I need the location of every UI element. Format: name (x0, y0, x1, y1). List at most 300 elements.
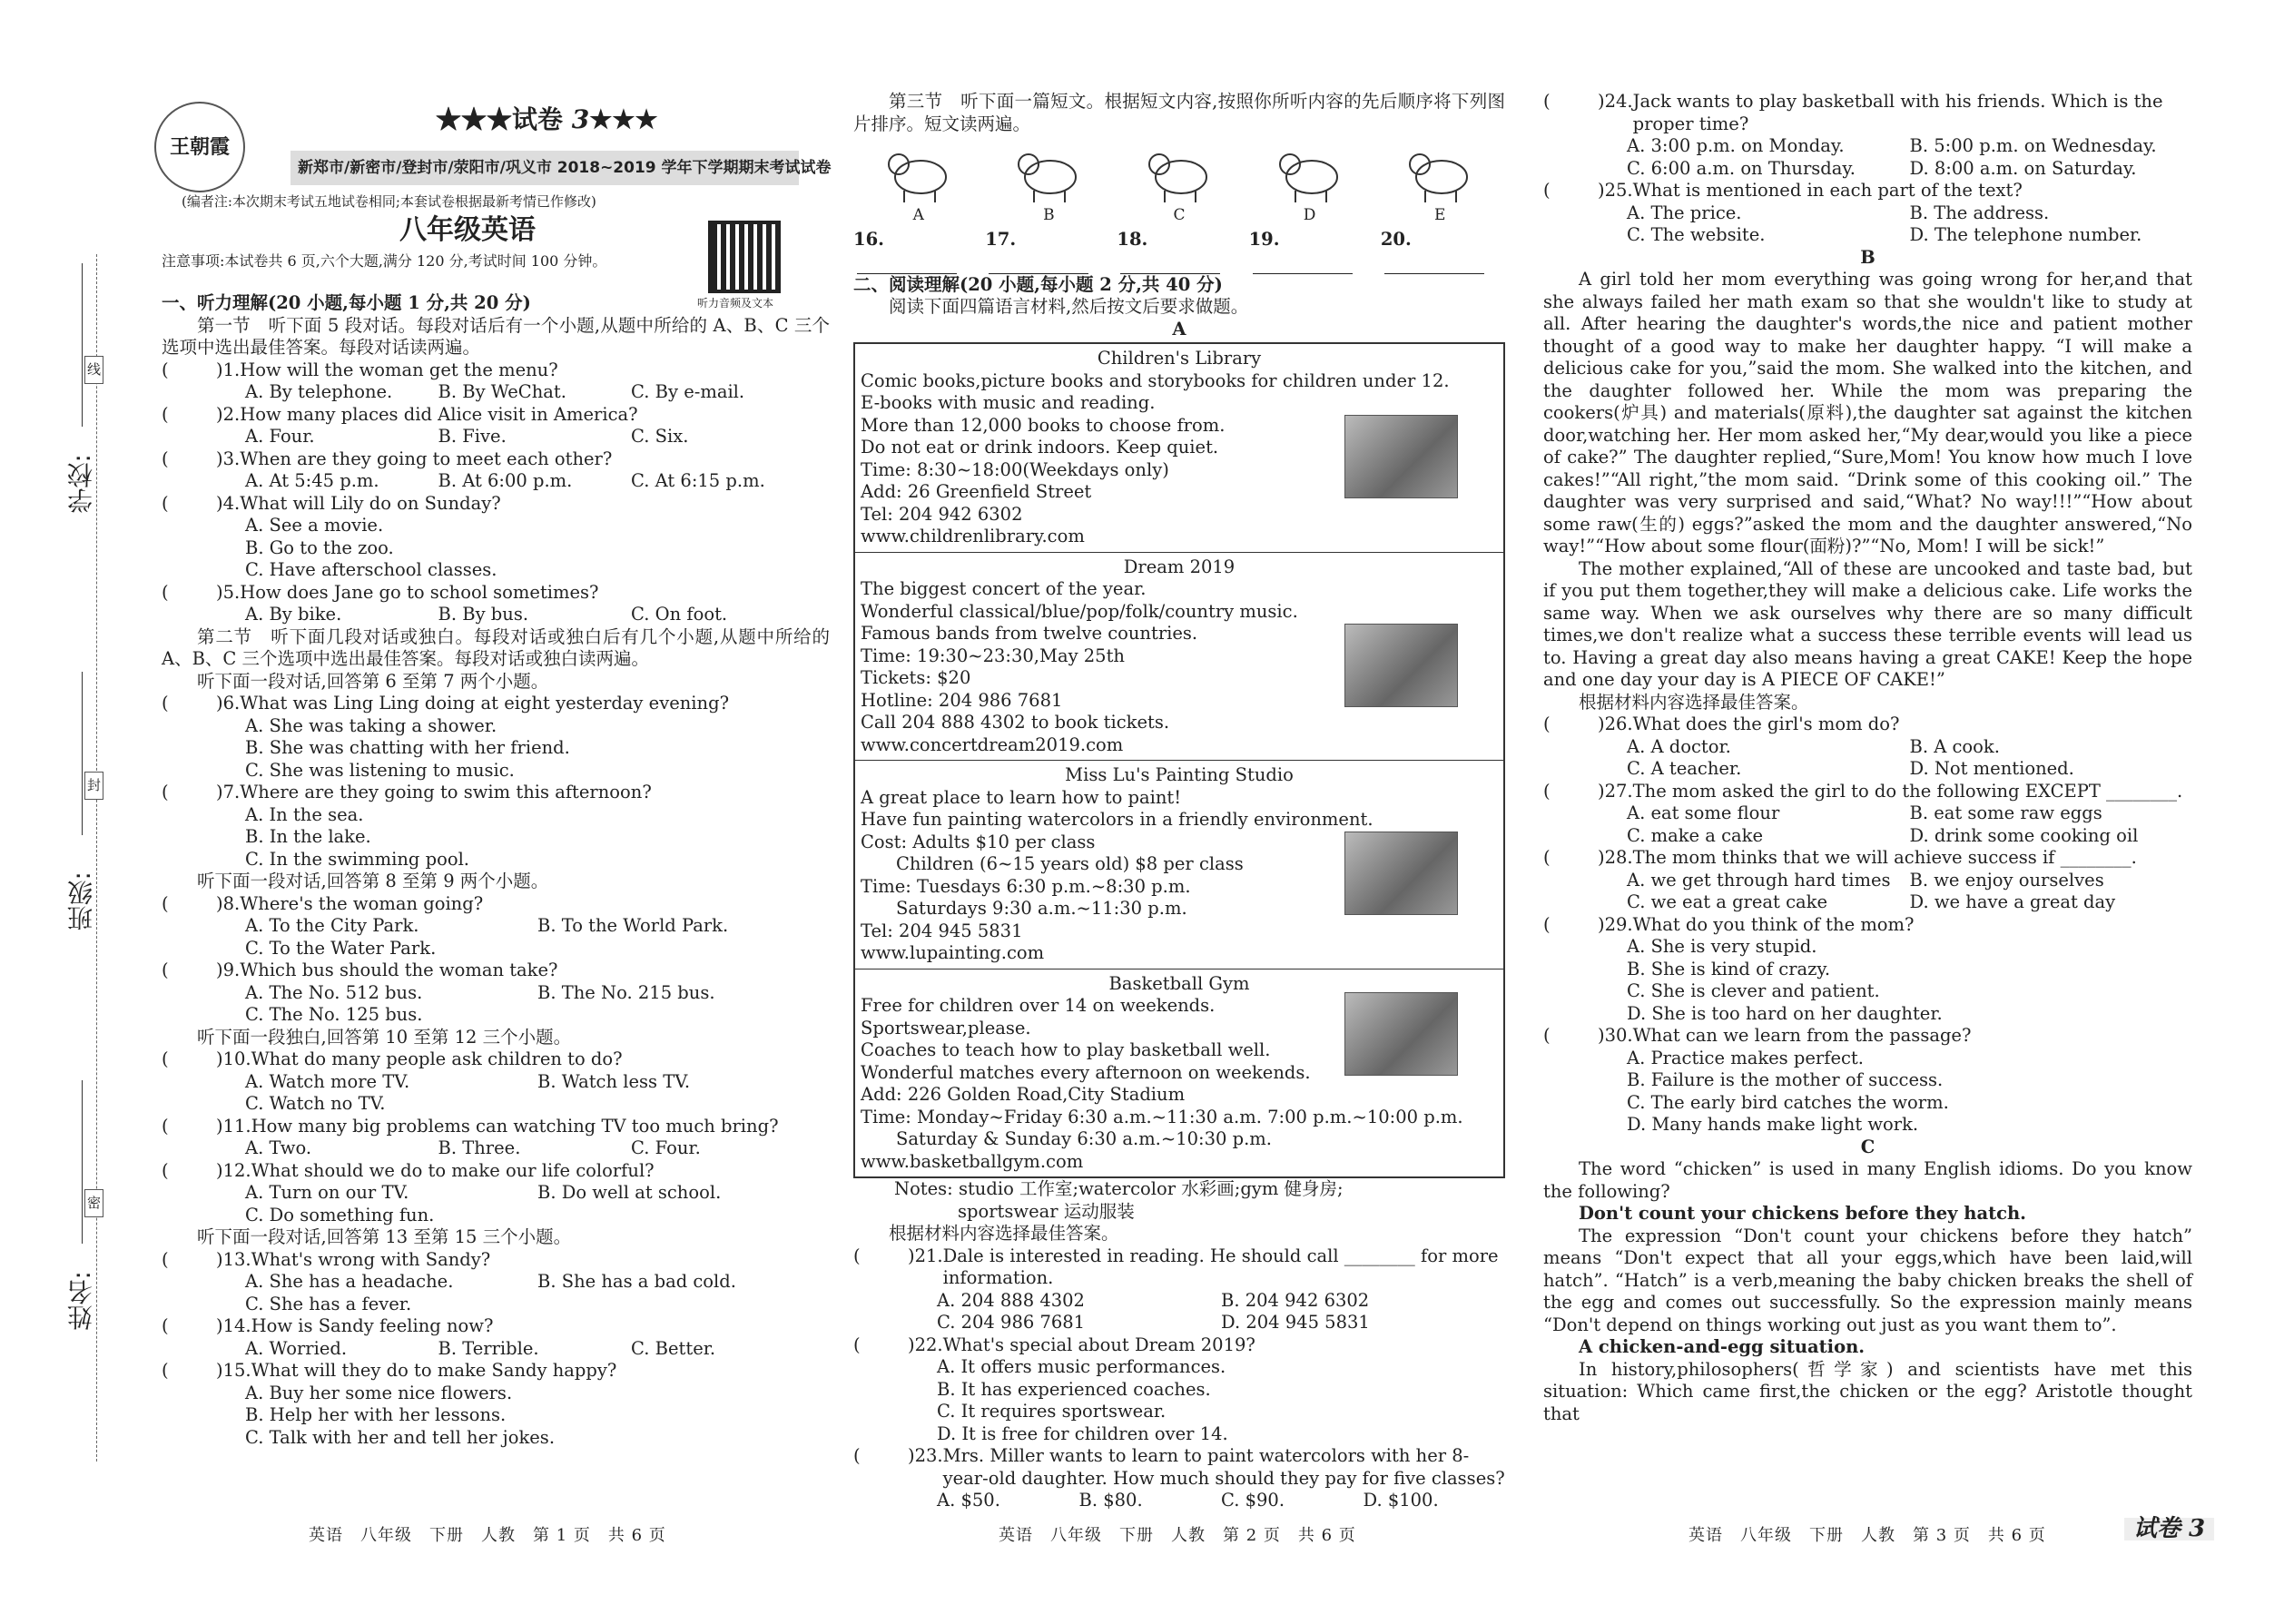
advert-line: Saturdays 9:30 a.m.~11:30 p.m. (861, 898, 1187, 919)
question-stem: How is Sandy feeling now? (251, 1315, 494, 1336)
answer-option: B. Failure is the mother of success. (1627, 1069, 1944, 1090)
school-line (82, 263, 83, 427)
answer-option: A. Turn on our TV. (245, 1182, 409, 1203)
picture-label: E (1433, 206, 1446, 224)
answer-option: A. By bike. (245, 604, 342, 625)
advert-line: Time: 8:30~18:00(Weekdays only) (861, 458, 1169, 480)
passage-c-p2: The expression “Don't count your chickens before they hatch” means “Don't expect that all your eggs,which have been laid,will hatch”. “Hatch” is a verb,meaning the baby chicken breaks the shell of the egg and comes out successfully. So the expression mainly means “Don't depend on things working out just as you want them to”. (1543, 1225, 2192, 1335)
class-label: 班级: (66, 871, 96, 931)
question-item (162, 960, 830, 1027)
advert-title: Children's Library (1097, 348, 1262, 369)
answer-bracket[interactable]: ( (1543, 714, 1551, 734)
answer-option: A. In the sea. (245, 803, 364, 825)
picture-b (989, 141, 1108, 227)
question-number: )2. (216, 403, 241, 425)
class-line (82, 672, 83, 835)
answer-option: C. Four. (631, 1137, 701, 1158)
question-item (1543, 180, 2192, 247)
question-item (162, 693, 830, 782)
question-stem: What's wrong with Sandy? (251, 1248, 491, 1270)
advert-line: More than 12,000 books to choose from. (861, 414, 1226, 436)
answer-bracket[interactable]: ( (162, 1048, 169, 1069)
answer-option: B. eat some raw eggs (1909, 802, 2102, 823)
tiger-icon (882, 141, 955, 204)
part-1-instructions: 第一节 听下面 5 段对话。每段对话后有一个小题,从题中所给的 A、B、C 三个选项中选出最佳答案。每段对话读两遍。 (162, 314, 830, 358)
panda-icon (1274, 141, 1346, 204)
advert-line: Comic books,picture books and storybooks for children under 12. (861, 369, 1450, 391)
answer-blanks (853, 229, 1505, 274)
answer-option: B. At 6:00 p.m. (438, 470, 573, 491)
question-item (1543, 914, 2192, 1026)
answer-option: C. At 6:15 p.m. (631, 470, 765, 491)
exam-title: 新郑市/新密市/登封市/荥阳市/巩义市 2018~2019 学年下学期期末考试试卷 (290, 151, 799, 185)
answer-blank[interactable]: 16. (853, 229, 978, 274)
answer-option: A. 3:00 p.m. on Monday. (1627, 135, 1845, 156)
question-stem: What will they do to make Sandy happy? (251, 1360, 617, 1381)
question-number: )8. (216, 892, 241, 914)
answer-option: D. $100. (1363, 1490, 1439, 1511)
answer-option: A. Four. (245, 426, 315, 447)
answer-option: C. Do something fun. (245, 1204, 435, 1225)
answer-option: A. She has a headache. (245, 1271, 454, 1292)
answer-option: D. She is too hard on her daughter. (1627, 1002, 1943, 1024)
answer-option: C. The early bird catches the worm. (1627, 1091, 1949, 1113)
answer-option: B. we enjoy ourselves (1909, 869, 2104, 891)
advert-photo (1344, 992, 1458, 1076)
idiom-heading: Don't count your chickens before they hatch. (1579, 1203, 2026, 1224)
advert-line: Wonderful matches every afternoon on weekends. (861, 1061, 1311, 1083)
answer-option: D. The telephone number. (1909, 224, 2142, 245)
question-instruction: 根据材料内容选择最佳答案。 (889, 1223, 1119, 1244)
footer-page-2: 英语 八年级 下册 人教 第 2 页 共 6 页 (999, 1526, 1356, 1545)
answer-blank[interactable]: 20. (1381, 229, 1505, 274)
answer-option: B. She has a bad cold. (537, 1271, 736, 1292)
question-item (162, 1249, 830, 1316)
advert-line: Have fun painting watercolors in a friendly environment. (861, 809, 1373, 830)
question-item (162, 1360, 830, 1449)
binding-margin (0, 0, 162, 1624)
editor-note: (编者注:本次期末考试五地试卷相同;本套试卷根据最新考情已作修改) (182, 193, 596, 210)
question-number: )21. (908, 1245, 943, 1266)
answer-option: A. To the City Park. (245, 915, 419, 936)
question-number: )1. (216, 359, 241, 380)
advert-line: www.concertdream2019.com (861, 733, 1124, 755)
answer-option: D. drink some cooking oil (1909, 824, 2139, 846)
question-item (1543, 781, 2192, 848)
question-number: )29. (1598, 913, 1633, 935)
advert-2 (855, 553, 1503, 762)
answer-bracket[interactable]: ( (1543, 1025, 1551, 1046)
question-stem: The mom thinks that we will achieve success if ________. (1632, 847, 2137, 868)
answer-bracket[interactable]: ( (853, 1445, 861, 1466)
answer-bracket[interactable]: ( (162, 448, 169, 469)
seal-mark: 封 (84, 772, 103, 800)
qr-caption: 听力音频及文本 (697, 297, 774, 310)
answer-bracket[interactable]: ( (1543, 780, 1551, 802)
answer-bracket[interactable]: ( (162, 960, 169, 980)
question-stem: How does Jane go to school sometimes? (240, 581, 599, 603)
answer-bracket[interactable]: ( (162, 359, 169, 380)
passage-c-p1: The word “chicken” is used in many English idioms. Do you know the following? (1543, 1158, 2192, 1202)
question-stem: Jack wants to play basketball with his friends. Which is the proper time? (1632, 91, 2163, 134)
answer-blank[interactable]: 19. (1249, 229, 1373, 274)
advert-line: Do not eat or drink indoors. Keep quiet. (861, 437, 1219, 458)
answer-option: A. Practice makes perfect. (1627, 1047, 1864, 1068)
answer-option: A. It offers music performances. (937, 1356, 1226, 1377)
answer-bracket[interactable]: ( (162, 1248, 169, 1270)
answer-option: A. A doctor. (1627, 735, 1731, 757)
question-number: )3. (216, 448, 241, 469)
notice: 注意事项:本试卷共 6 页,六个大题,满分 120 分,考试时间 100 分钟。 (162, 252, 607, 270)
answer-option: C. It requires sportswear. (937, 1401, 1167, 1422)
advert-1 (855, 344, 1503, 553)
answer-bracket[interactable]: ( (162, 1159, 169, 1181)
picture-label: D (1303, 206, 1316, 224)
answer-option: C. To the Water Park. (245, 937, 437, 959)
advert-line: Add: 26 Greenfield Street (861, 481, 1092, 502)
passage-b-label: B (1860, 246, 1876, 268)
answer-option: B. To the World Park. (537, 915, 729, 936)
instruction: 听下面一段对话,回答第 13 至第 15 三个小题。 (197, 1226, 572, 1247)
page-2 (853, 91, 1505, 1512)
answer-option: C. make a cake (1627, 824, 1764, 846)
question-stem: Where are they going to swim this afternoon? (240, 782, 652, 802)
question-number: )25. (1598, 180, 1633, 201)
footer-page-1: 英语 八年级 下册 人教 第 1 页 共 6 页 (309, 1526, 666, 1545)
passage-c-p3: In history,philosophers(哲学家) and scientists have met this situation: Which came first,the chicken or the egg? Aristotle thought that (1543, 1358, 2192, 1424)
question-number: )28. (1598, 847, 1633, 868)
advert-title: Dream 2019 (1123, 556, 1236, 577)
section-2-instructions: 阅读下面四篇语言材料,然后按文后要求做题。 (889, 296, 1249, 317)
name-label: 姓名: (66, 1271, 96, 1331)
picture-label: B (1043, 206, 1055, 224)
answer-option: D. Not mentioned. (1909, 758, 2074, 779)
question-number: )30. (1598, 1025, 1633, 1046)
question-number: )12. (216, 1159, 251, 1181)
answer-option: C. Six. (631, 426, 689, 447)
question-item (162, 1048, 830, 1116)
answer-option: C. On foot. (631, 604, 728, 625)
answer-option: B. 5:00 p.m. on Wednesday. (1909, 135, 2157, 156)
elephant-icon (1012, 141, 1085, 204)
qr-code[interactable] (708, 221, 781, 293)
question-instruction: 根据材料内容选择最佳答案。 (1579, 691, 1809, 713)
answer-bracket[interactable]: ( (1543, 180, 1551, 201)
section-2-title: 二、阅读理解(20 小题,每小题 2 分,共 40 分) (853, 273, 1223, 295)
advert-line: A great place to learn how to paint! (861, 786, 1182, 808)
advert-line: Famous bands from twelve countries. (861, 623, 1198, 644)
answer-option: B. Three. (438, 1137, 521, 1158)
notes: Notes: studio 工作室;watercolor 水彩画;gym 健身房; (894, 1178, 1344, 1199)
advert-photo (1344, 624, 1458, 707)
advert-line: Add: 226 Golden Road,City Stadium (861, 1084, 1186, 1105)
question-stem: When are they going to meet each other? (240, 448, 613, 469)
question-stem: Dale is interested in reading. He should call ________ for more information. (942, 1245, 1499, 1288)
instruction: 听下面一段对话,回答第 8 至第 9 两个小题。 (197, 871, 549, 891)
question-item (162, 359, 830, 404)
passage-c-label: C (1860, 1136, 1876, 1157)
answer-option: C. She was listening to music. (245, 759, 515, 781)
dog-icon (1403, 141, 1476, 204)
question-number: )26. (1598, 714, 1633, 734)
question-number: )15. (216, 1360, 251, 1381)
question-stem: What should we do to make our life colorful? (251, 1159, 655, 1181)
answer-bracket[interactable]: ( (162, 1315, 169, 1336)
passage-b-p2: The mother explained,“All of these are uncooked and taste bad, but if you put them together,they will make a delicious cake. Life works the same way. When we ask ourselves why there are so many difficult times,we don't realize what a success these terrible events will lead us to. Having a great day also means having a great CAKE! Keep the hope and one day your day is A PIECE OF CAKE!” (1543, 557, 2192, 690)
question-stem: How will the woman get the menu? (240, 359, 558, 380)
answer-option: C. Talk with her and tell her jokes. (245, 1426, 556, 1448)
advert-line: The biggest concert of the year. (861, 578, 1147, 599)
answer-option: A. $50. (937, 1490, 1000, 1511)
question-number: )9. (216, 960, 241, 980)
answer-option: B. Terrible. (438, 1337, 539, 1359)
answer-option: D. It is free for children over 14. (937, 1422, 1228, 1444)
question-number: )23. (908, 1445, 943, 1466)
advert-line: Time: 19:30~23:30,May 25th (861, 645, 1125, 666)
advert-line: Hotline: 204 986 7681 (861, 689, 1063, 711)
picture-e (1381, 141, 1499, 227)
answer-option: A. By telephone. (245, 381, 393, 402)
advert-line: Time: Tuesdays 6:30 p.m.~8:30 p.m. (861, 875, 1191, 897)
answer-option: C. we eat a great cake (1627, 891, 1827, 912)
logo: 王朝霞 (154, 102, 245, 192)
question-stem: Which bus should the woman take? (240, 960, 558, 980)
answer-option: B. A cook. (1909, 735, 2000, 757)
question-stem: What's special about Dream 2019? (942, 1334, 1255, 1355)
answer-option: C. Watch no TV. (245, 1093, 386, 1114)
question-item (162, 1160, 830, 1227)
advert-title: Miss Lu's Painting Studio (1065, 764, 1294, 785)
question-stem: Mrs. Miller wants to learn to paint watercolors with her 8-year-old daughter. How much should they pay for five classes? (942, 1445, 1505, 1489)
advert-line: E-books with music and reading. (861, 392, 1156, 413)
question-stem: What is mentioned in each part of the text? (1632, 180, 2023, 201)
answer-option: B. She was chatting with her friend. (245, 737, 570, 758)
seal-mark: 密 (84, 1189, 103, 1217)
answer-bracket[interactable]: ( (1543, 847, 1551, 868)
footer-badge: 试卷 3 (2124, 1518, 2214, 1540)
picture-a (860, 141, 978, 227)
answer-option: B. Do well at school. (537, 1182, 722, 1203)
instruction: 听下面一段独白,回答第 10 至第 12 三个小题。 (197, 1026, 572, 1048)
question-number: )24. (1598, 91, 1633, 112)
question-stem: What was Ling Ling doing at eight yesterday evening? (240, 693, 730, 714)
answer-option: D. 8:00 a.m. on Saturday. (1909, 157, 2137, 179)
cut-line (96, 254, 97, 1462)
answer-option: A. Buy her some nice flowers. (245, 1382, 513, 1403)
instruction: 听下面一段对话,回答第 6 至第 7 两个小题。 (197, 670, 549, 692)
answer-option: C. Better. (631, 1337, 716, 1359)
answer-option: C. $90. (1221, 1490, 1285, 1511)
question-item (162, 404, 830, 448)
answer-option: A. See a movie. (245, 515, 384, 536)
picture-label: C (1173, 206, 1186, 224)
answer-option: B. Go to the zoo. (245, 536, 394, 558)
question-item (162, 1315, 830, 1360)
question-item (162, 582, 830, 626)
name-line (82, 1080, 83, 1244)
answer-option: C. A teacher. (1627, 758, 1742, 779)
advert-line: Coaches to teach how to play basketball well. (861, 1039, 1271, 1060)
question-item (162, 782, 830, 871)
section-1-title: 一、听力理解(20 小题,每小题 1 分,共 20 分) (162, 292, 531, 313)
question-item (162, 893, 830, 960)
answer-option: B. The No. 215 bus. (537, 981, 715, 1003)
answer-bracket[interactable]: ( (162, 1360, 169, 1381)
answer-option: C. The website. (1627, 224, 1766, 245)
answer-option: B. By WeChat. (438, 381, 566, 402)
answer-option: D. 204 945 5831 (1221, 1312, 1370, 1333)
question-stem: What can we learn from the passage? (1632, 1025, 1972, 1046)
question-number: )27. (1598, 780, 1633, 802)
picture-d (1251, 141, 1369, 227)
answer-option: A. She was taking a shower. (245, 714, 497, 736)
answer-bracket[interactable]: ( (162, 892, 169, 914)
answer-bracket[interactable]: ( (162, 1115, 169, 1137)
question-number: )4. (216, 492, 241, 514)
answer-option: A. Two. (245, 1137, 312, 1158)
answer-option: A. The price. (1627, 202, 1742, 223)
answer-option: B. Watch less TV. (537, 1070, 691, 1092)
question-item (1543, 1025, 2192, 1137)
question-stem: How many places did Alice visit in America? (240, 403, 638, 425)
question-item (853, 1445, 1505, 1512)
answer-option: B. Help her with her lessons. (245, 1404, 507, 1425)
question-number: )6. (216, 693, 241, 714)
answer-option: C. Have afterschool classes. (245, 559, 497, 580)
answer-option: A. we get through hard times (1627, 869, 1891, 891)
question-number: )11. (216, 1115, 251, 1137)
subject-title: 八年级英语 (399, 214, 536, 246)
answer-option: C. 204 986 7681 (937, 1312, 1086, 1333)
answer-bracket[interactable]: ( (853, 1334, 861, 1355)
advert-line: Children (6~15 years old) $8 per class (861, 853, 1244, 874)
question-stem: What do many people ask children to do? (251, 1048, 623, 1069)
answer-option: C. By e-mail. (631, 381, 745, 402)
part-3-instructions: 第三节 听下面一篇短文。根据短文内容,按照你所听内容的先后顺序将下列图片排序。短文读两遍。 (853, 91, 1505, 134)
advert-3 (855, 761, 1503, 969)
answer-blank[interactable]: 18. (1117, 229, 1241, 274)
paper-badge: ★★★试卷 3★★★ (436, 104, 658, 134)
advert-4 (855, 969, 1503, 1177)
answer-bracket[interactable]: ( (1543, 91, 1551, 112)
question-number: )7. (216, 782, 241, 802)
advert-line: www.lupainting.com (861, 942, 1045, 963)
advert-line: Tickets: $20 (861, 667, 971, 688)
advert-line: Saturday & Sunday 6:30 a.m.~10:30 p.m. (861, 1128, 1272, 1149)
answer-bracket[interactable]: ( (162, 492, 169, 514)
answer-option: B. It has experienced coaches. (937, 1378, 1211, 1400)
answer-option: B. The address. (1909, 202, 2050, 223)
advert-line: Cost: Adults $10 per class (861, 831, 1096, 852)
answer-option: B. 204 942 6302 (1221, 1289, 1370, 1311)
advert-line: www.basketballgym.com (861, 1150, 1084, 1172)
question-stem: The mom asked the girl to do the following EXCEPT ________. (1632, 780, 2183, 802)
advert-line: Free for children over 14 on weekends. (861, 995, 1216, 1016)
answer-option: A. 204 888 4302 (937, 1289, 1085, 1311)
part-2-instructions: 第二节 听下面几段对话或独白。每段对话或独白后有几个小题,从题中所给的 A、B、C 三个选项中选出最佳答案。每段对话或独白读两遍。 (162, 625, 830, 669)
page-1 (162, 292, 830, 1449)
advert-line: Call 204 888 4302 to book tickets. (861, 712, 1170, 733)
seal-mark: 线 (84, 356, 103, 384)
answer-option: A. Worried. (245, 1337, 348, 1359)
question-stem: Where's the woman going? (240, 892, 484, 914)
question-item (853, 1334, 1505, 1446)
answer-bracket[interactable]: ( (1543, 913, 1551, 935)
answer-option: A. Watch more TV. (245, 1070, 410, 1092)
passage-a-label: A (1172, 318, 1186, 340)
answer-bracket[interactable]: ( (162, 581, 169, 603)
question-stem: What will Lily do on Sunday? (240, 492, 501, 514)
question-number: )5. (216, 581, 241, 603)
answer-bracket[interactable]: ( (162, 403, 169, 425)
question-number: )10. (216, 1048, 251, 1069)
answer-bracket[interactable]: ( (162, 782, 169, 802)
advert-title: Basketball Gym (1108, 972, 1250, 994)
advert-line: Wonderful classical/blue/pop/folk/country music. (861, 600, 1298, 622)
answer-option: B. By bus. (438, 604, 529, 625)
answer-bracket[interactable]: ( (162, 693, 169, 714)
notes-cont: sportswear 运动服装 (958, 1200, 1135, 1222)
answer-option: A. The No. 512 bus. (245, 981, 423, 1003)
advert-box (853, 342, 1505, 1178)
answer-option: A. At 5:45 p.m. (245, 470, 379, 491)
question-number: )14. (216, 1315, 251, 1336)
answer-option: C. She has a fever. (245, 1293, 412, 1314)
footer-page-3: 英语 八年级 下册 人教 第 3 页 共 6 页 (1689, 1526, 2046, 1545)
answer-option: C. 6:00 a.m. on Thursday. (1627, 157, 1856, 179)
advert-line: Tel: 204 945 5831 (861, 920, 1023, 941)
picture-row (853, 141, 1505, 227)
question-item (162, 493, 830, 582)
answer-option: D. we have a great day (1909, 891, 2116, 912)
horse-icon (1143, 141, 1216, 204)
question-item (853, 1245, 1505, 1334)
answer-bracket[interactable]: ( (853, 1245, 861, 1266)
advert-photo (1344, 832, 1458, 915)
answer-option: B. She is kind of crazy. (1627, 958, 1831, 979)
question-item (1543, 91, 2192, 180)
question-stem: How many big problems can watching TV too much bring? (251, 1115, 779, 1137)
advert-line: Time: Monday~Friday 6:30 a.m.~11:30 a.m. 7:00 p.m.~10:00 p.m. (861, 1106, 1463, 1127)
question-number: )22. (908, 1334, 943, 1355)
school-label: 学校: (66, 454, 96, 514)
question-stem: What do you think of the mom? (1632, 913, 1915, 935)
advert-photo (1344, 415, 1458, 498)
answer-blank[interactable]: 17. (985, 229, 1109, 274)
question-stem: What does the girl's mom do? (1632, 714, 1900, 734)
answer-option: D. Many hands make light work. (1627, 1114, 1919, 1135)
answer-option: C. The No. 125 bus. (245, 1004, 423, 1025)
question-item (162, 1116, 830, 1160)
answer-option: B. In the lake. (245, 826, 371, 847)
question-number: )13. (216, 1248, 251, 1270)
answer-option: B. $80. (1078, 1490, 1143, 1511)
passage-b-p1: A girl told her mom everything was going wrong for her,and that she always failed her math exam so that she wouldn't like to study at all. After hearing the daughter's words,the nice and patient mother thought of a good way to make her daughter happy. “I will make a delicious cake for you,”said the mom. She walked into the kitchen, and the daughter followed her. While the mom was preparing the cookers(炉具) and materials(原料),the daughter sat against the kitchen door,watching her. Her mom asked her,“My dear,would you like a piece of cake?” The daughter replied,“Sure,Mom! You know how much I love cakes!”“All right,”the mom said. “Drink some of this cooking oil.” The daughter was very surprised and said,“What? No way!!!”“How about some raw(生的) eggs?”asked the mom and the daughter answered,“No way!”“How about some flour(面粉)?”“No, Mom! I will be sick!” (1543, 269, 2192, 556)
answer-option: C. She is clever and patient. (1627, 980, 1880, 1001)
picture-label: A (912, 206, 924, 224)
question-item (162, 448, 830, 493)
advert-line: www.childrenlibrary.com (861, 526, 1085, 546)
idiom-heading: A chicken-and-egg situation. (1579, 1336, 1866, 1357)
question-item (1543, 714, 2192, 781)
advert-line: Tel: 204 942 6302 (861, 503, 1023, 525)
answer-option: A. She is very stupid. (1627, 936, 1817, 957)
answer-option: C. In the swimming pool. (245, 848, 470, 870)
advert-line: Sportswear,please. (861, 1017, 1031, 1038)
picture-c (1120, 141, 1238, 227)
answer-option: B. Five. (438, 426, 507, 447)
page-3 (1543, 91, 2192, 1425)
